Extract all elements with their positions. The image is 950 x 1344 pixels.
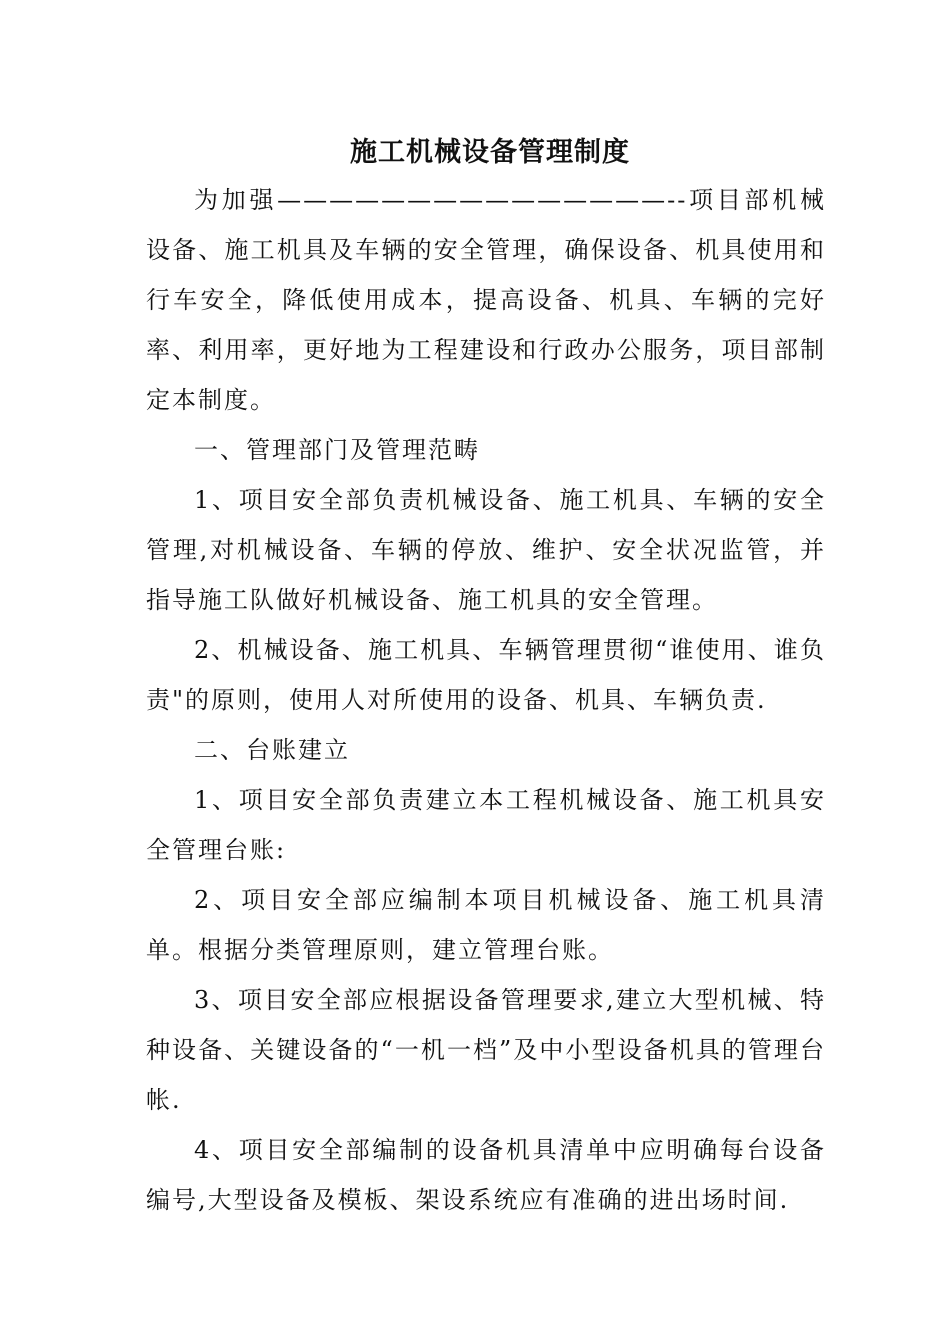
document-title: 施工机械设备管理制度 [350, 137, 630, 168]
clause-2-4: 4、项目安全部编制的设备机具清单中应明确每台设备编号,大型设备及模板、架设系统应有准确的进出场时间. [146, 1136, 826, 1214]
section-heading-management-scope: 一、管理部门及管理范畴 [194, 436, 480, 464]
clause-1-2: 2、机械设备、施工机具、车辆管理贯彻“谁使用、谁负责"的原则，使用人对所使用的设备、机具、车辆负责. [146, 636, 826, 714]
clause-1-1: 1、项目安全部负责机械设备、施工机具、车辆的安全管理,对机械设备、车辆的停放、维护、安全状况监管，并指导施工队做好机械设备、施工机具的安全管理。 [146, 486, 826, 614]
section-heading-ledger: 二、台账建立 [194, 736, 350, 764]
clause-2-3: 3、项目安全部应根据设备管理要求,建立大型机械、特种设备、关键设备的“一机一档”及中小型设备机具的管理台帐. [146, 986, 826, 1114]
clause-2-1: 1、项目安全部负责建立本工程机械设备、施工机具安全管理台账: [146, 786, 826, 864]
document-body [146, 175, 826, 1225]
intro-paragraph: 为加强———————————————--项目部机械设备、施工机具及车辆的安全管理，确保设备、机具使用和行车安全，降低使用成本，提高设备、机具、车辆的完好率、利用率，更好地为工程建设和行政办公服务，项目部制定本制度。 [146, 186, 826, 414]
clause-2-2: 2、项目安全部应编制本项目机械设备、施工机具清单。根据分类管理原则，建立管理台账。 [146, 886, 826, 964]
